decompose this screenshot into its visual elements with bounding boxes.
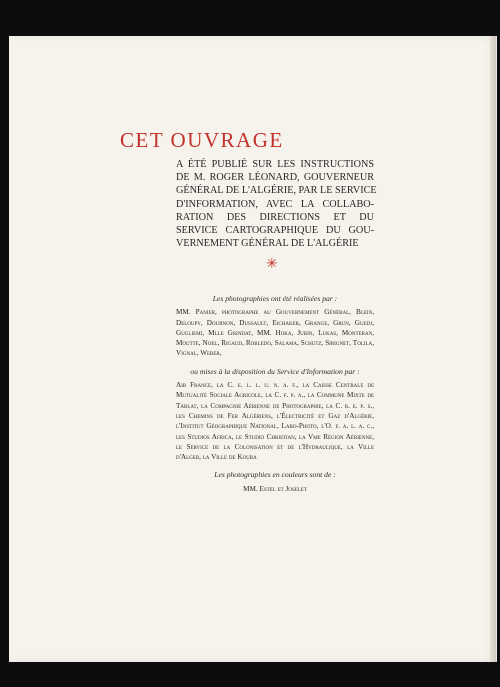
color-photographers: MM. Estel et Joselet [243,484,307,493]
intro-line: GÉNÉRAL DE L'ALGÉRIE, PAR LE SERVICE [176,185,377,197]
credits-block [176,294,374,494]
intro-line: RATION DES DIRECTIONS ET DU [176,211,374,223]
asterisk-ornament-icon: ✳ [266,257,278,272]
intro-line: A ÉTÉ PUBLIÉ SUR LES INSTRUCTIONS [176,159,374,170]
page-title: CET OUVRAGE [120,128,284,152]
intro-line: D'INFORMATION, AVEC LA COLLABO- [176,198,374,210]
intro-line: VERNEMENT GÉNÉRAL DE L'ALGÉRIE [176,238,359,250]
intro-text [176,158,377,250]
photographers-list: MM. Panier, photographe au Gouvernement Général, Blein, Deloupy, Dournon, Dussault, Eichaker, Grange, Grun, Guedj, Gugliemi, Mlle Grindat, MM. Hoka, Jubin, Lukas, Monteran, Moutte, Noel, Rigaud, Robledo, Salama, Schutz, Sirignet, Tolila, Vignal, Weber, [176,308,374,358]
mises-header: ou mises à la disposition du Service d'Information par : [190,366,360,376]
intro-line: SERVICE CARTOGRAPHIQUE DU GOU- [176,225,374,237]
intro-line: DE M. ROGER LÉONARD, GOUVERNEUR [176,172,374,184]
page-edge [490,36,496,662]
photos-header: Les photographies ont été réalisées par : [212,294,338,303]
color-header: Les photographies en couleurs sont de : [214,470,336,480]
institutions-list: Air France, la C. e. l. l. u. n. a. f., la Caisse Centrale de Mutualité Sociale Agricole, la C. f. p. a., la Commune Mixte de Tablat, la Compagnie Aérienne de Photographie, la C. r. e. p. s., les Chemins de Fer Algériens, l'Électricité et Gaz d'Algérie, l'Institut Géographique National, Labo-Photo, l'O. f. a. l. a. c., les Studios Africa, le Studio Christian, la Vme Région Aérienne, le Service de la Colonisation et de l'Hydraulique, la Ville d'Alger, la Ville de Kouba [176,381,374,462]
